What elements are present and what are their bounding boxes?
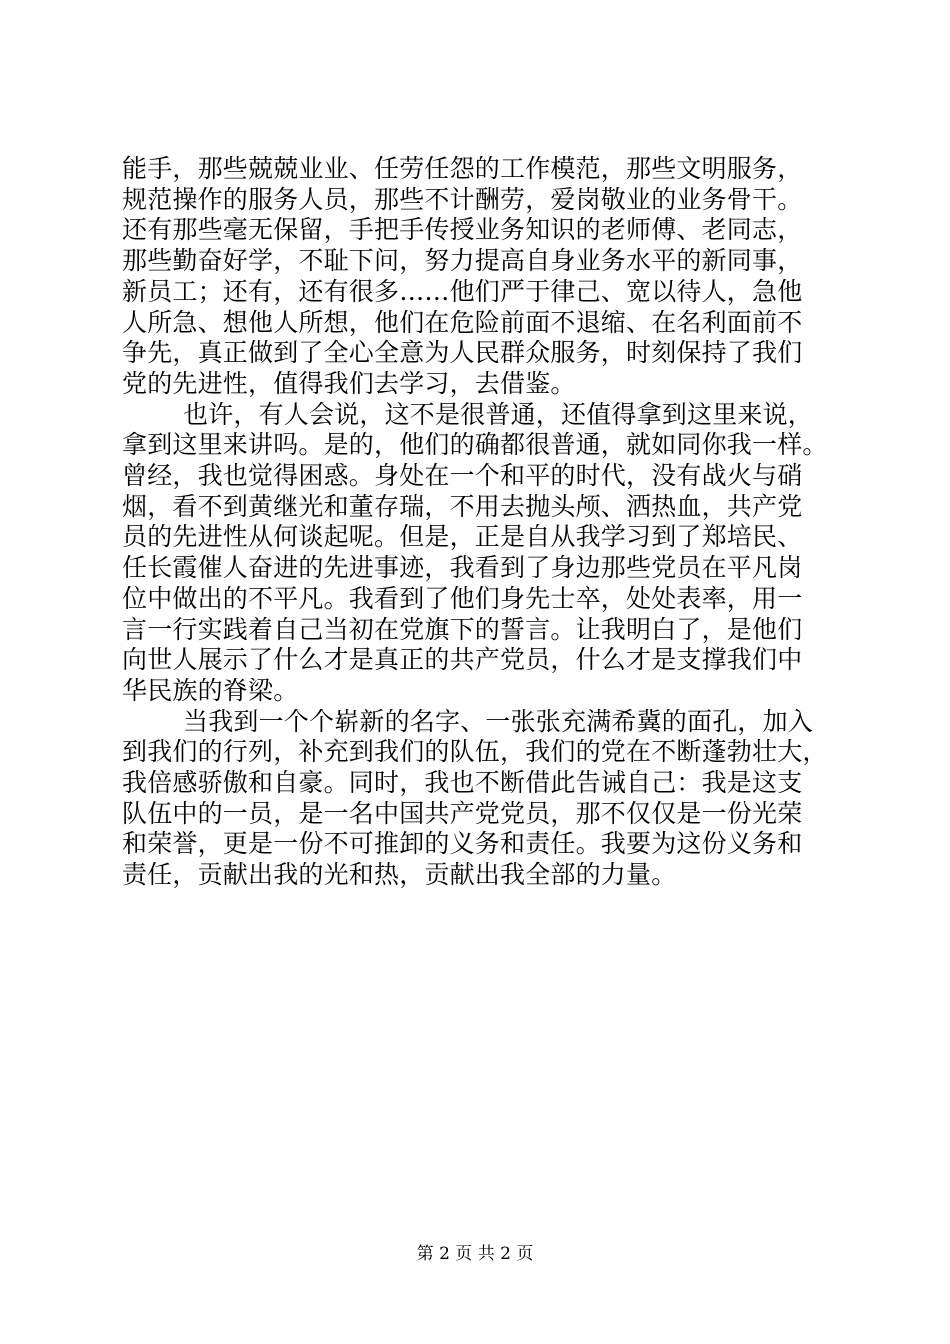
text-line: 队伍中的一员，是一名中国共产党党员，那不仅仅是一份光荣 xyxy=(122,798,803,828)
paragraph-1 xyxy=(122,154,842,400)
paragraph-3 xyxy=(122,707,842,891)
text-line: 规范操作的服务人员，那些不计酬劳，爱岗敬业的业务骨干。 xyxy=(122,184,803,214)
text-line: 争先，真正做到了全心全意为人民群众服务，时刻保持了我们 xyxy=(122,338,803,368)
text-line: 还有那些毫无保留，手把手传授业务知识的老师傅、老同志， xyxy=(122,215,803,245)
text-line: 烟，看不到黄继光和董存瑞，不用去抛头颅、洒热血，共产党 xyxy=(122,491,803,521)
text-line: 我倍感骄傲和自豪。同时，我也不断借此告诫自己：我是这支 xyxy=(122,768,803,798)
text-line: 言一行实践着自己当初在党旗下的誓言。让我明白了，是他们 xyxy=(122,614,803,644)
text-line: 向世人展示了什么才是真正的共产党员，什么才是支撑我们中 xyxy=(122,645,803,675)
text-line: 曾经，我也觉得困惑。身处在一个和平的时代，没有战火与硝 xyxy=(122,461,803,491)
text-line: 能手，那些兢兢业业、任劳任怨的工作模范，那些文明服务， xyxy=(122,154,803,183)
text-line: 人所急、想他人所想，他们在危险前面不退缩、在名利面前不 xyxy=(122,307,803,337)
text-line: 责任，贡献出我的光和热，贡献出我全部的力量。 xyxy=(122,860,677,890)
text-line: 党的先进性，值得我们去学习，去借鉴。 xyxy=(122,368,576,398)
text-line: 新员工；还有，还有很多……他们严于律己、宽以待人，急他 xyxy=(122,276,803,306)
text-line: 和荣誉，更是一份不可推卸的义务和责任。我要为这份义务和 xyxy=(122,829,803,859)
text-line: 到我们的行列，补充到我们的队伍，我们的党在不断蓬勃壮大， xyxy=(122,737,828,767)
text-line: 员的先进性从何谈起呢。但是，正是自从我学习到了郑培民、 xyxy=(122,522,803,552)
text-line-indented: 当我到一个个崭新的名字、一张张充满希冀的面孔，加入 xyxy=(183,706,814,736)
text-line: 华民族的脊梁。 xyxy=(122,675,299,705)
body-text xyxy=(122,154,842,891)
page-number-footer: 第 2 页 共 2 页 xyxy=(416,1244,534,1264)
paragraph-2 xyxy=(122,400,842,707)
text-line: 位中做出的不平凡。我看到了他们身先士卒，处处表率，用一 xyxy=(122,583,803,613)
text-line: 那些勤奋好学，不耻下问，努力提高自身业务水平的新同事， xyxy=(122,246,803,276)
text-line: 拿到这里来讲吗。是的，他们的确都很普通，就如同你我一样。 xyxy=(122,430,828,460)
text-line-indented: 也许，有人会说，这不是很普通，还值得拿到这里来说， xyxy=(183,399,814,429)
text-line: 任长霞催人奋进的先进事迹，我看到了身边那些党员在平凡岗 xyxy=(122,553,803,583)
